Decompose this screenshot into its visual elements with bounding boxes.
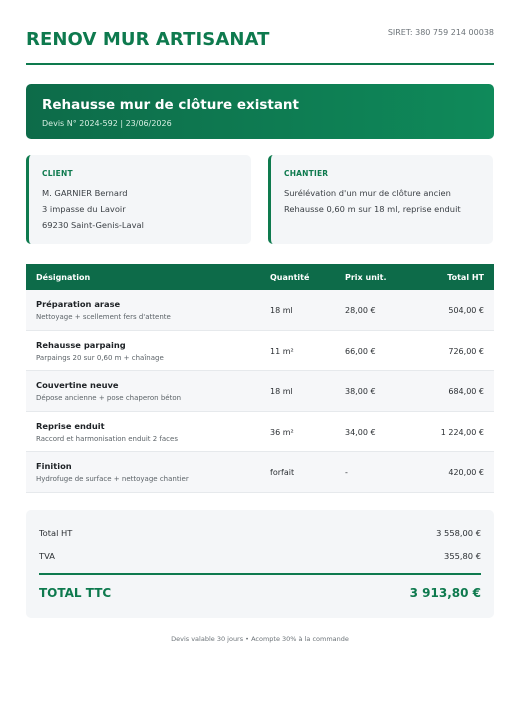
total-ttc-value: 3 913,80 €	[409, 586, 481, 600]
quote-banner	[26, 84, 494, 139]
row-unit-price: 28,00 €	[345, 306, 376, 315]
row-total: 726,00 €	[448, 346, 484, 356]
table-header	[26, 264, 494, 290]
row-unit-price: -	[345, 468, 348, 477]
row-unit-price: 66,00 €	[345, 346, 376, 356]
client-name: M. GARNIER Bernard	[42, 188, 128, 198]
row-unit-price: 34,00 €	[345, 427, 376, 437]
table-row	[26, 290, 494, 331]
row-description: Dépose ancienne + pose chaperon béton	[36, 394, 182, 402]
company-name: RENOV MUR ARTISANAT	[26, 29, 270, 50]
row-title: Reprise enduit	[36, 420, 105, 431]
client-city: 69230 Saint-Genis-Laval	[42, 220, 144, 230]
row-total: 504,00 €	[448, 306, 484, 315]
row-description: Raccord et harmonisation enduit 2 faces	[36, 434, 178, 443]
total-ttc-label: TOTAL TTC	[39, 586, 112, 600]
totals-panel	[26, 510, 494, 618]
row-unit-price: 38,00 €	[345, 387, 376, 396]
client-heading: CLIENT	[42, 169, 73, 178]
row-quantity: 11 m²	[270, 346, 294, 356]
row-description: Parpaings 20 sur 0,60 m + chaînage	[36, 353, 164, 362]
quote-reference: Devis N° 2024-592 | 23/06/2026	[42, 119, 172, 128]
table-row	[26, 371, 494, 412]
row-description: Nettoyage + scellement fers d'attente	[36, 313, 171, 321]
site-line-1: Surélévation d'un mur de clôture ancien	[284, 188, 451, 198]
client-street: 3 impasse du Lavoir	[42, 204, 126, 214]
row-title: Couvertine neuve	[36, 380, 119, 390]
footer-note: Devis valable 30 jours • Acompte 30% à la commande	[171, 635, 349, 643]
row-total: 420,00 €	[448, 468, 484, 477]
row-title: Préparation arase	[36, 299, 121, 309]
row-total: 1 224,00 €	[440, 427, 484, 437]
quote-title: Rehausse mur de clôture existant	[42, 97, 300, 113]
tva-value: 355,80 €	[444, 551, 481, 561]
row-quantity: forfait	[270, 468, 295, 477]
row-total: 684,00 €	[448, 387, 484, 396]
header-quantity: Quantité	[270, 273, 310, 282]
table-row	[26, 412, 494, 453]
table-row	[26, 331, 494, 372]
document-header	[26, 26, 494, 65]
header-designation: Désignation	[36, 273, 91, 282]
totals-divider	[39, 573, 481, 575]
header-total: Total HT	[447, 273, 484, 282]
row-quantity: 18 ml	[270, 306, 293, 315]
quote-table	[26, 264, 494, 493]
site-line-2: Rehausse 0,60 m sur 18 ml, reprise enduit	[284, 204, 461, 214]
row-quantity: 36 m²	[270, 427, 294, 437]
site-card	[268, 155, 493, 244]
row-title: Rehausse parpaing	[36, 339, 126, 350]
total-ht-value: 3 558,00 €	[436, 528, 481, 538]
site-heading: CHANTIER	[284, 169, 329, 178]
client-card	[26, 155, 251, 244]
table-row	[26, 452, 494, 493]
header-unit-price: Prix unit.	[345, 273, 387, 282]
row-quantity: 18 ml	[270, 387, 293, 396]
row-title: Finition	[36, 461, 72, 471]
row-description: Hydrofuge de surface + nettoyage chantier	[36, 475, 189, 483]
company-siret: SIRET: 380 759 214 00038	[387, 28, 494, 37]
tva-label: TVA	[39, 551, 55, 561]
total-ht-label: Total HT	[39, 528, 73, 538]
